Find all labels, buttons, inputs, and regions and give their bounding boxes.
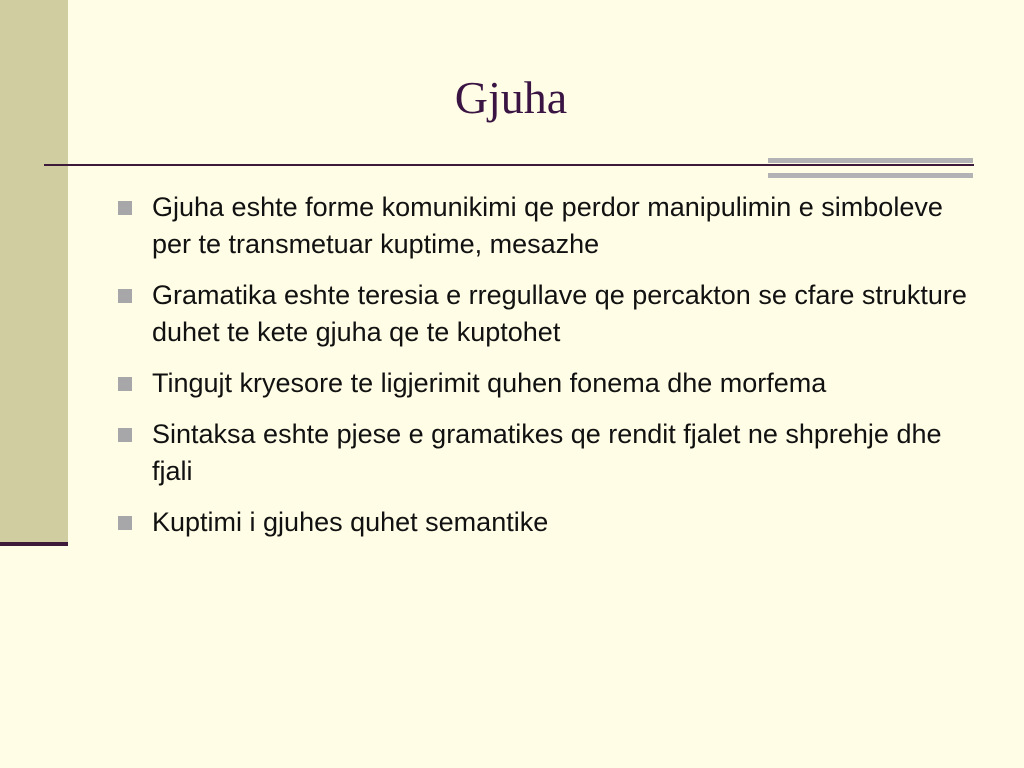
list-item — [116, 365, 976, 402]
square-bullet-icon — [118, 428, 132, 442]
list-item — [116, 189, 976, 263]
bullet-text: Tingujt kryesore te ligjerimit quhen fonema dhe morfema — [152, 368, 827, 398]
accent-bar-top — [768, 158, 973, 163]
bullet-text: Kuptimi i gjuhes quhet semantike — [152, 507, 549, 537]
list-item — [116, 416, 976, 490]
bullet-text: Gramatika eshte teresia e rregullave qe percakton se cfare strukture duhet te kete gjuha qe te kuptohet — [152, 280, 967, 347]
accent-bar-bottom — [768, 173, 973, 178]
square-bullet-icon — [118, 377, 132, 391]
list-item — [116, 277, 976, 351]
bullet-text: Gjuha eshte forme komunikimi qe perdor manipulimin e simboleve per te transmetuar kuptime, mesazhe — [152, 192, 943, 259]
slide-title: Gjuha — [454, 72, 568, 123]
title-divider — [44, 164, 974, 166]
square-bullet-icon — [118, 289, 132, 303]
square-bullet-icon — [118, 201, 132, 215]
list-item — [116, 504, 976, 541]
square-bullet-icon — [118, 516, 132, 530]
bullet-text: Sintaksa eshte pjese e gramatikes qe rendit fjalet ne shprehje dhe fjali — [152, 419, 942, 486]
left-band-rule — [0, 542, 68, 546]
bullet-list — [116, 189, 976, 555]
